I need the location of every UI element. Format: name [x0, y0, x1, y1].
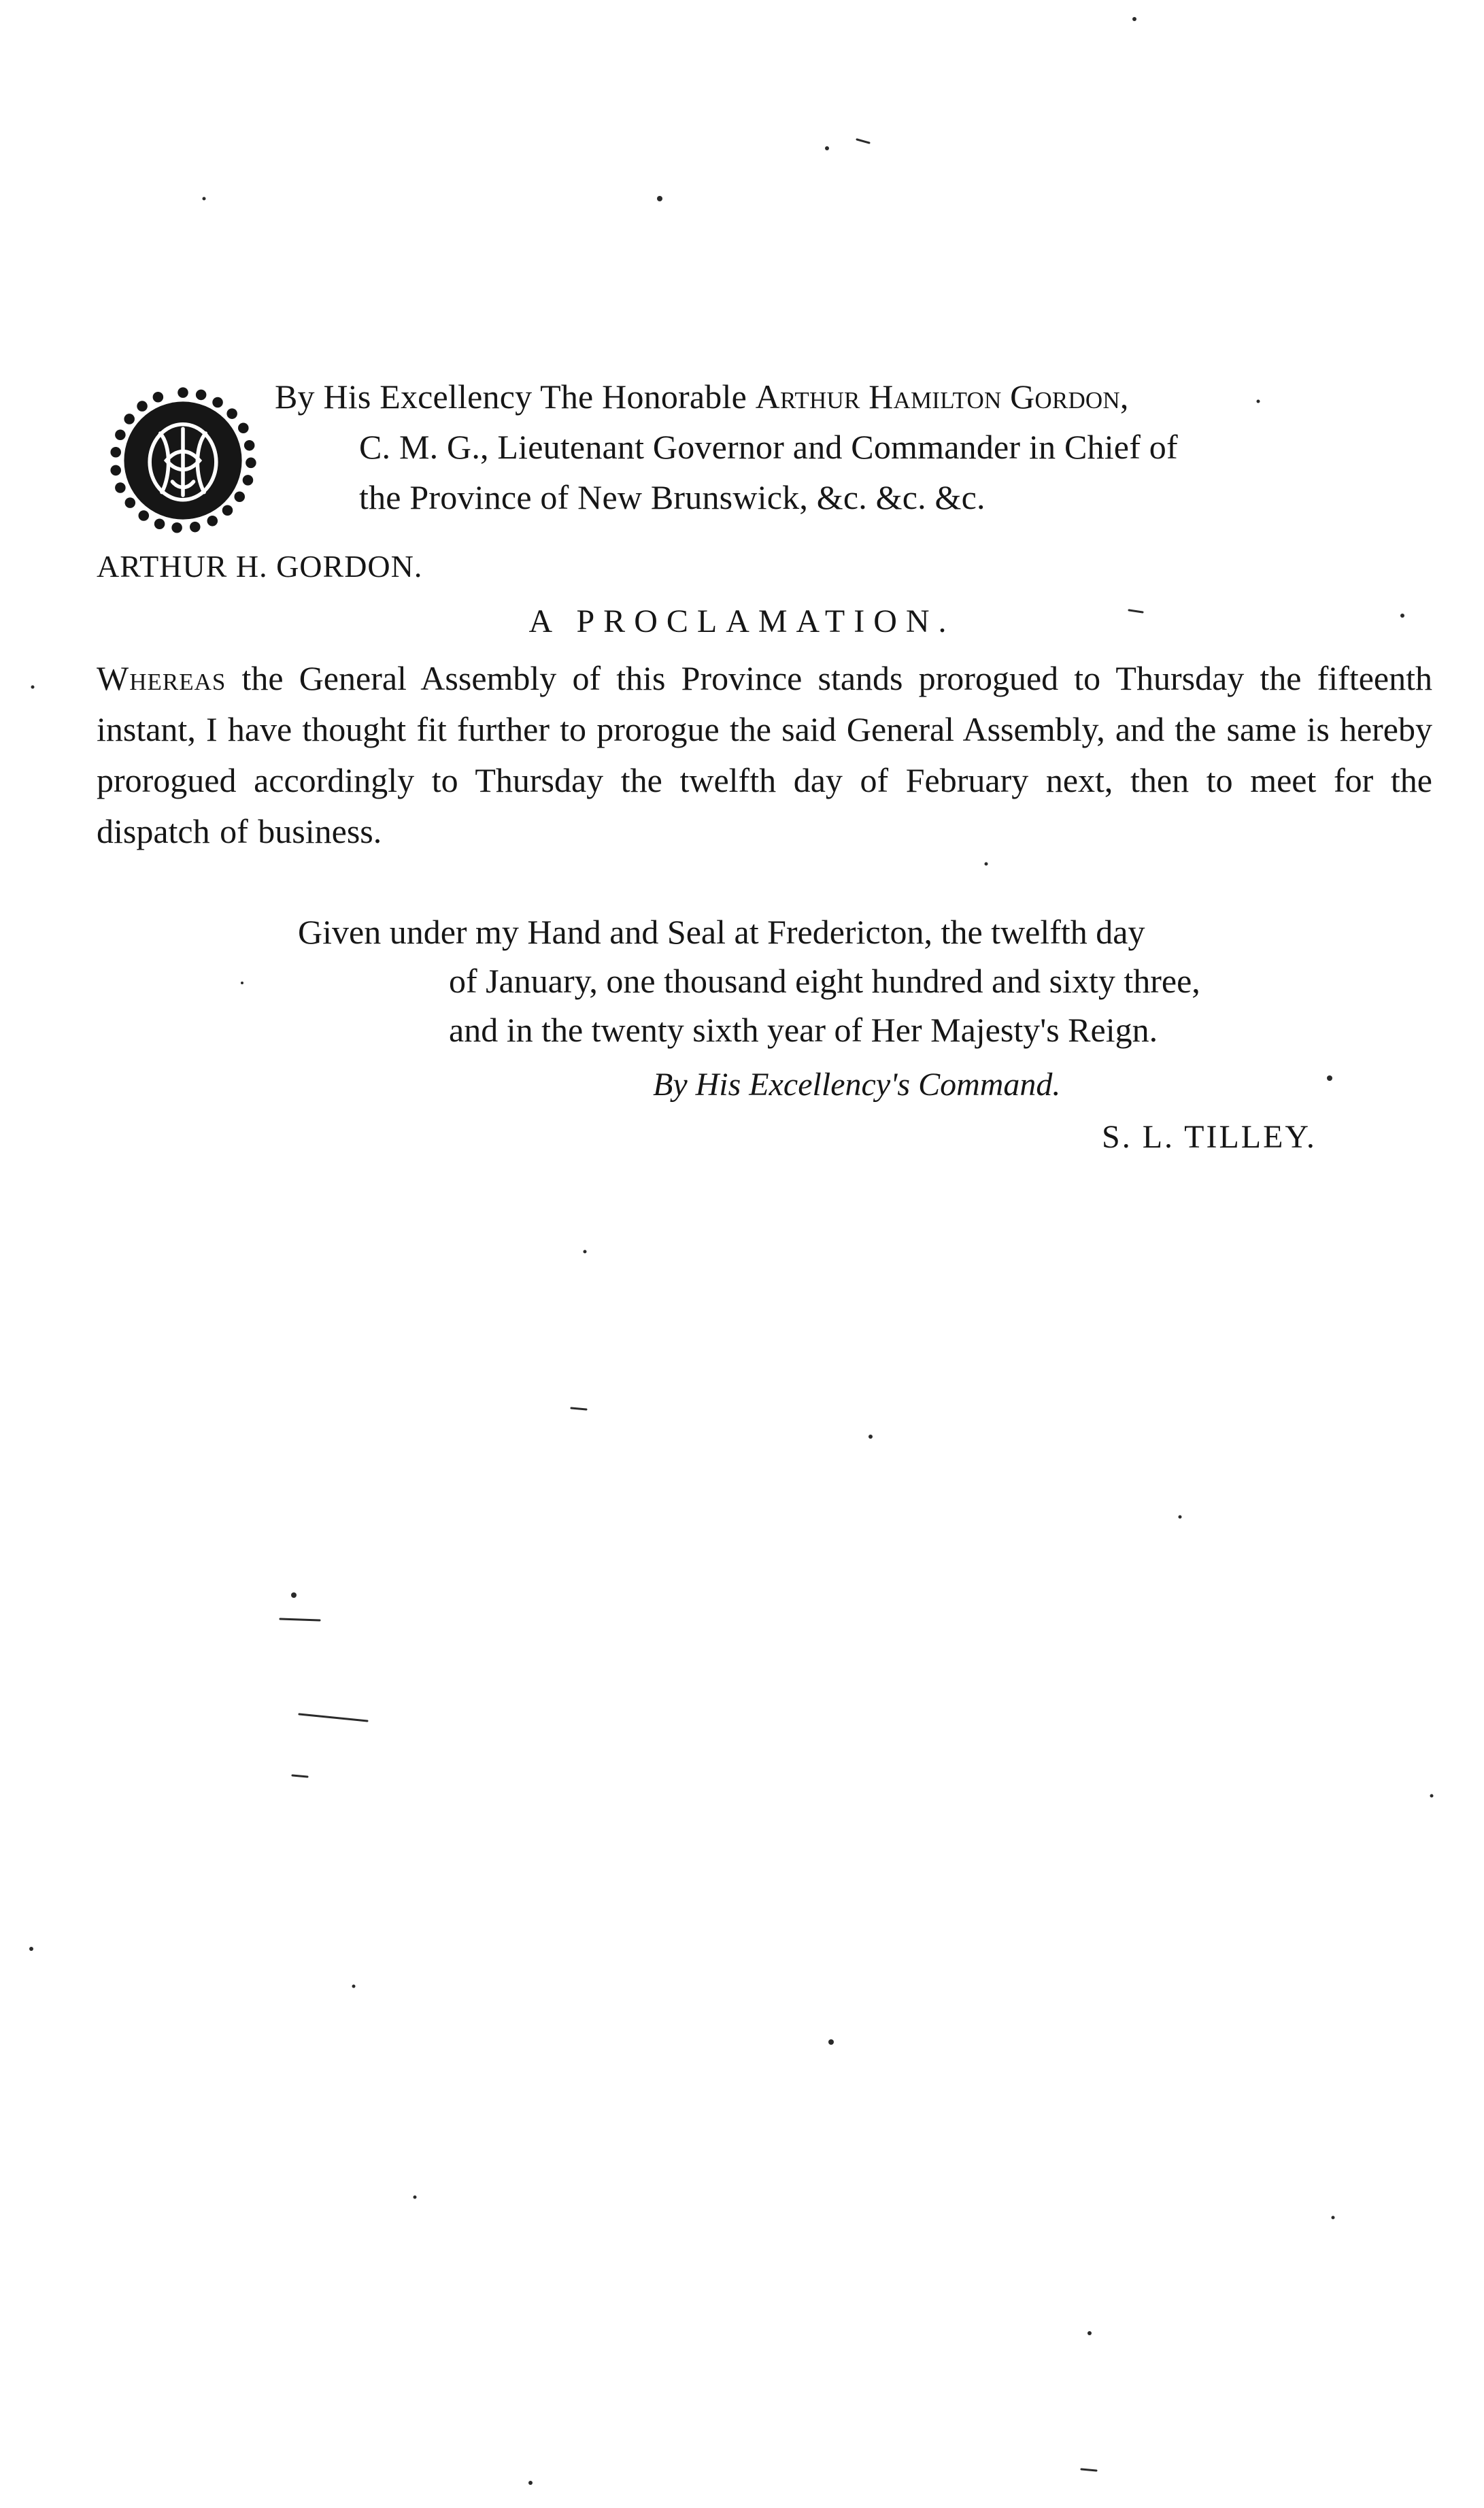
command-line: By His Excellency's Command. — [653, 1067, 1061, 1103]
governor-name: Arthur Hamilton Gordon, — [755, 378, 1129, 416]
body-text: the General Assembly of this Province stands prorogued to Thursday the fifteenth instant, I have thought fit further to prorogue the said General Assembly, and the same is hereby prorogued accordingly to Thursday the twelfth day of February next, then to meet for the dispatch of business. — [97, 659, 1432, 850]
heading-prefix: By His Excellency The Honorable — [275, 378, 756, 416]
heading-line-2: C. M. G., Lieutenant Governor and Commander in Chief of — [359, 428, 1178, 466]
secretary-signature: S. L. TILLEY. — [1102, 1119, 1317, 1155]
body-lead-word: Whereas — [97, 659, 226, 697]
given-line-1: Given under my Hand and Seal at Fredericton, the twelfth day — [298, 913, 1145, 951]
heading-line-1 — [275, 376, 1129, 417]
proclamation-title: A PROCLAMATION. — [528, 603, 956, 639]
heading-line-3: the Province of New Brunswick, &c. &c. &c. — [359, 478, 985, 516]
signatory-name: ARTHUR H. GORDON. — [97, 549, 423, 584]
given-line-3: and in the twenty sixth year of Her Majesty's Reign. — [449, 1011, 1158, 1049]
official-seal-image — [107, 385, 258, 536]
given-line-2: of January, one thousand eight hundred and sixty three, — [449, 962, 1200, 1000]
proclamation-body — [97, 653, 1432, 857]
